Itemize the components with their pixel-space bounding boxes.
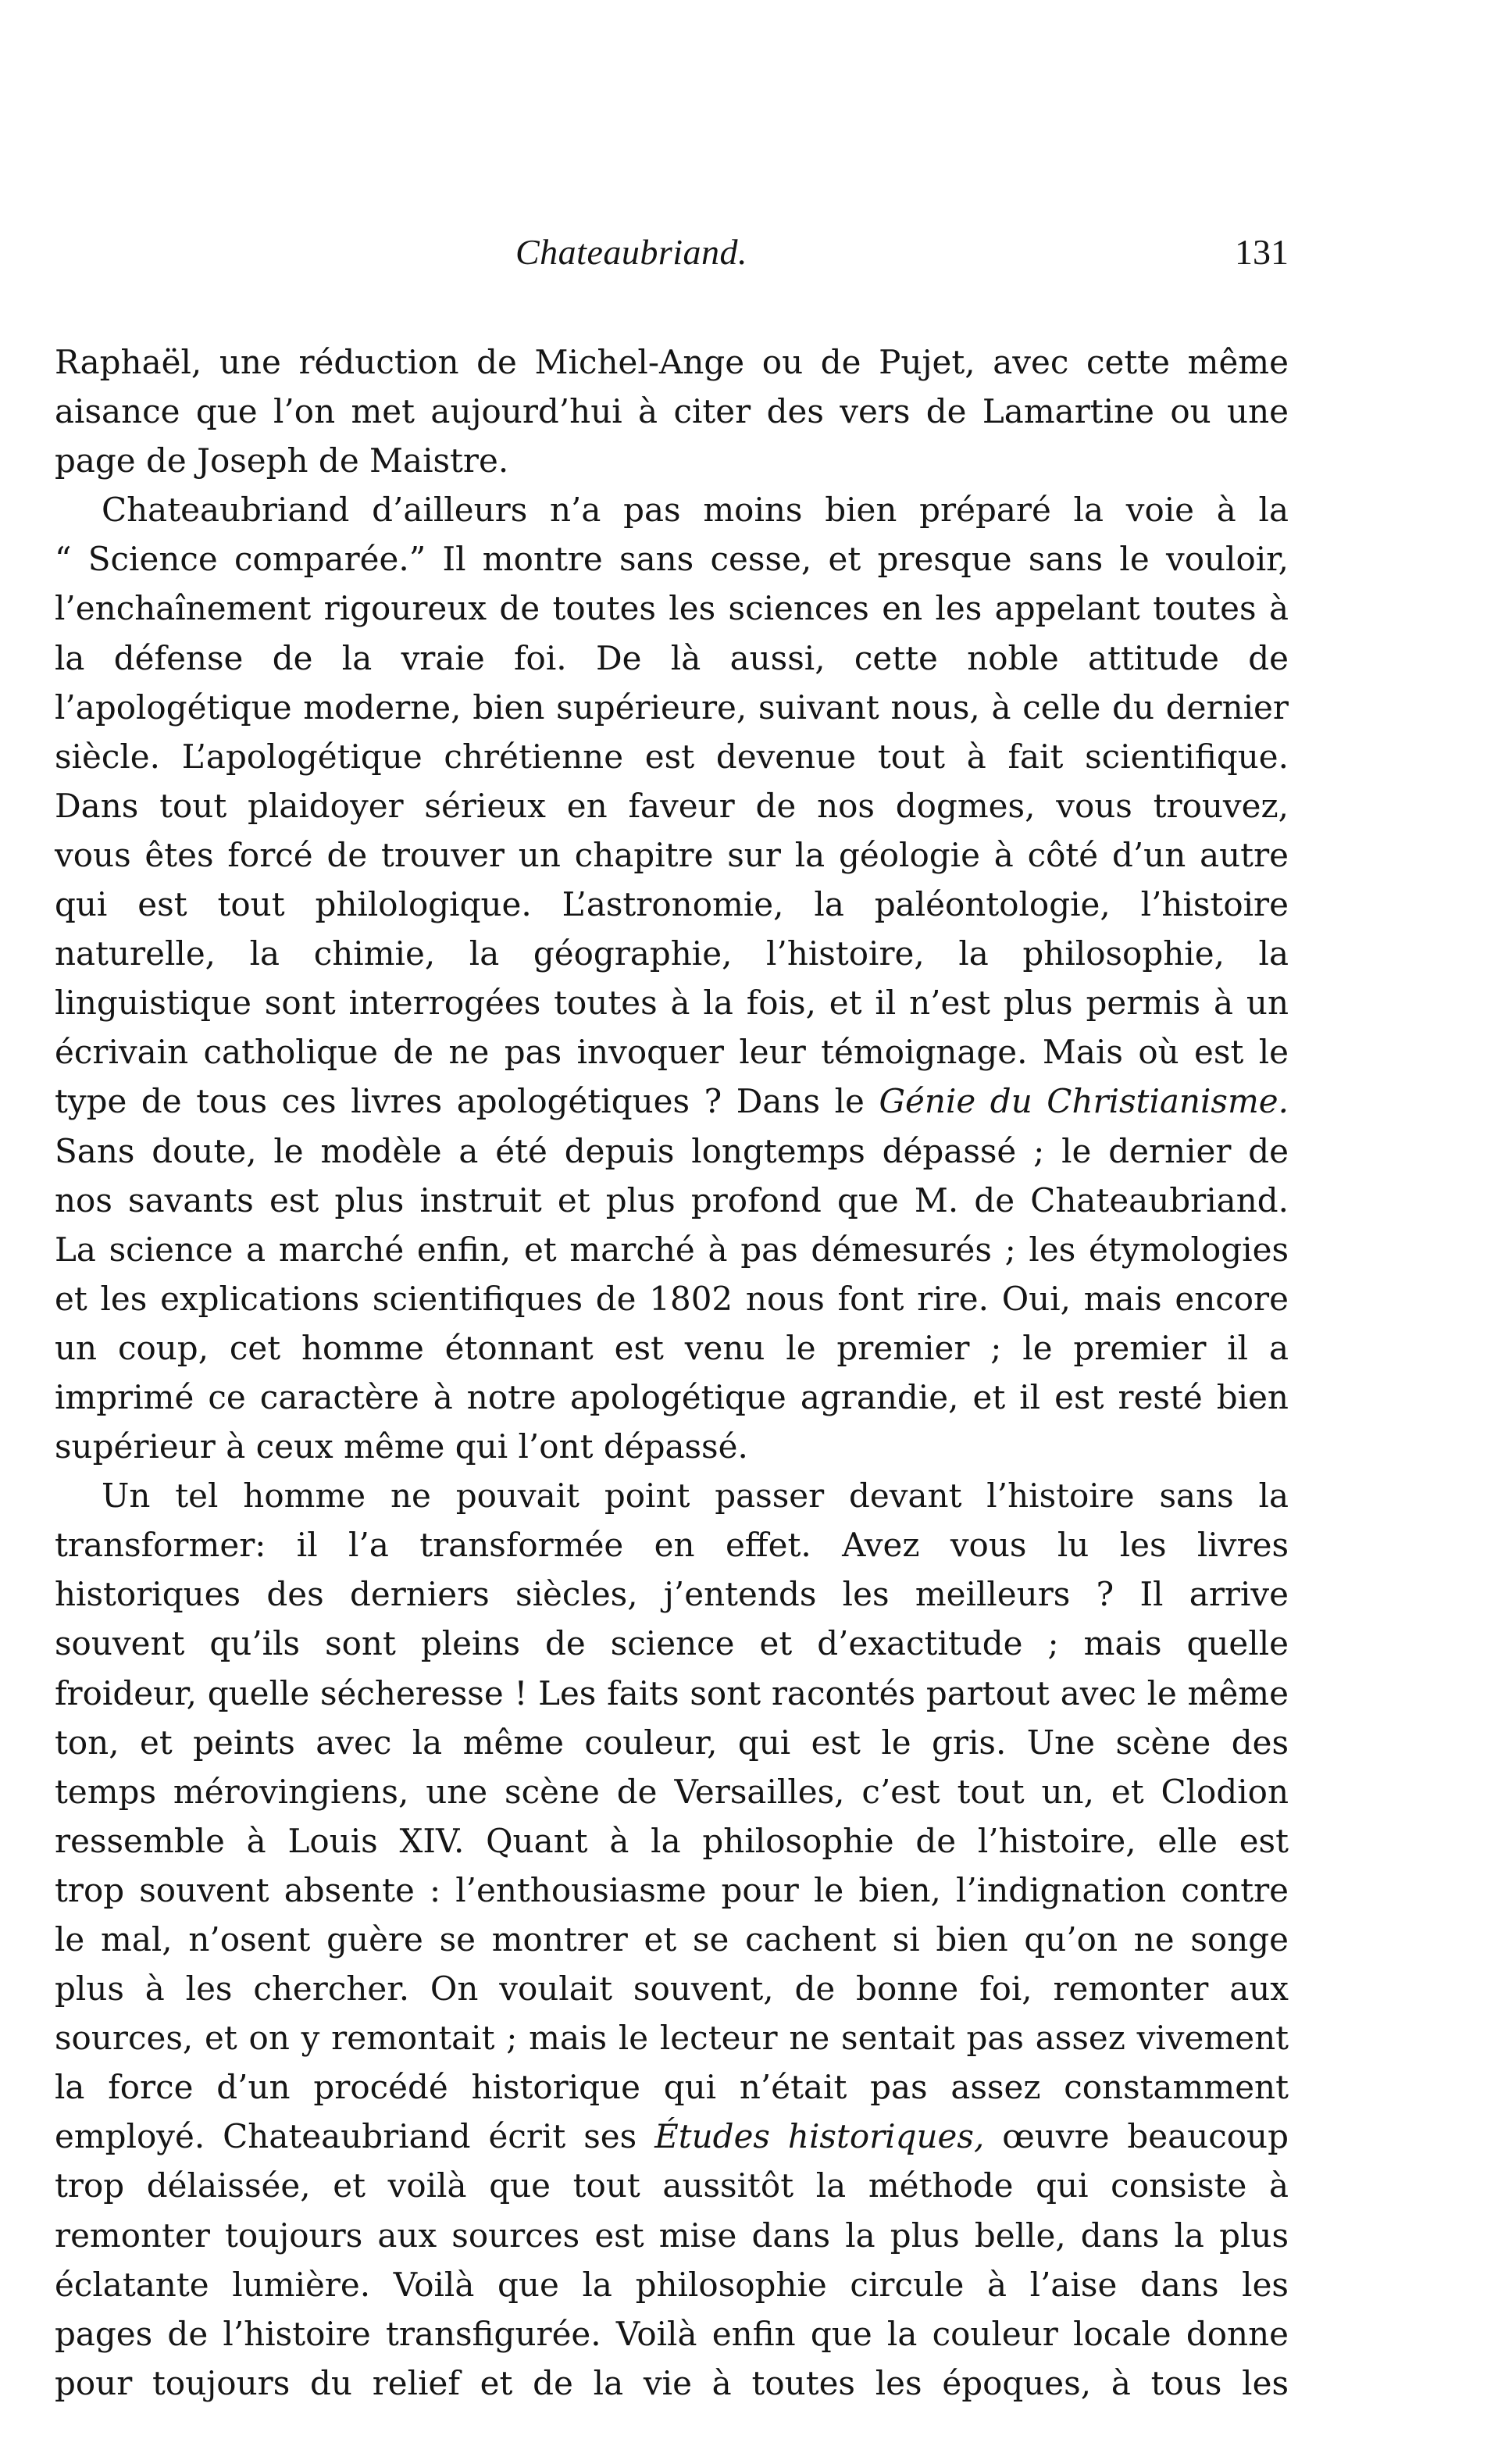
- text-run: Dans tout plaidoyer sérieux en faveur de nos dogmes, vous trouvez,: [55, 786, 1289, 825]
- text-run: linguistique sont interrogées toutes à la fois, et il n’est plus permis à un: [55, 984, 1289, 1023]
- page-number: 131: [1235, 232, 1289, 272]
- text-line: [55, 1471, 1289, 1520]
- text-line: [55, 1866, 1289, 1915]
- text-line: [55, 1027, 1289, 1077]
- text-line: [55, 2161, 1289, 2210]
- text-run: page de Joseph de Maistre.: [55, 441, 509, 480]
- text-run: l’apologétique moderne, bien supérieure, suivant nous, à celle du dernier: [55, 687, 1289, 727]
- text-line: [55, 1669, 1289, 1718]
- text-line: [55, 2260, 1289, 2309]
- text-line: [55, 1176, 1289, 1225]
- text-line: [55, 880, 1289, 929]
- text-run: Un tel homme ne pouvait point passer devant l’histoire sans la: [102, 1477, 1289, 1516]
- text-run: ressemble à Louis XIV. Quant à la philosophie de l’histoire, elle est: [55, 1821, 1289, 1860]
- text-run: sources, et on y remontait ; mais le lecteur ne sentait pas assez vivement: [55, 2019, 1289, 2058]
- text-run: et les explications scientifiques de 1802 nous font rire. Oui, mais encore: [55, 1279, 1289, 1318]
- text-line: [55, 1323, 1289, 1373]
- text-run: Sans doute, le modèle a été depuis longtemps dépassé ; le dernier de: [55, 1131, 1289, 1170]
- text-line: [55, 978, 1289, 1027]
- text-run: siècle. L’apologétique chrétienne est devenue tout à fait scientifique.: [55, 737, 1289, 776]
- text-line: [55, 436, 1289, 485]
- text-run: pages de l’histoire transfigurée. Voilà enfin que la couleur locale donne: [55, 2314, 1289, 2353]
- text-run: écrivain catholique de ne pas invoquer leur témoignage. Mais où est le: [55, 1033, 1289, 1072]
- text-run: employé. Chateaubriand écrit ses: [55, 2117, 655, 2156]
- text-run: ton, et peints avec la même couleur, qui est le gris. Une scène des: [55, 1723, 1289, 1762]
- text-line: [55, 1274, 1289, 1323]
- text-line: [55, 534, 1289, 584]
- text-run: pour toujours du relief et de la vie à toutes les époques, à tous les: [55, 2363, 1289, 2402]
- text-run: le mal, n’osent guère se montrer et se cachent si bien qu’on ne songe: [55, 1920, 1289, 1959]
- text-run: éclatante lumière. Voilà que la philosophie circule à l’aise dans les: [55, 2265, 1289, 2304]
- text-line: [55, 2062, 1289, 2112]
- text-run: supérieur à ceux même qui l’ont dépassé.: [55, 1427, 748, 1466]
- text-line: [55, 830, 1289, 880]
- text-run: remonter toujours aux sources est mise dans la plus belle, dans la plus: [55, 2216, 1289, 2255]
- text-line: [55, 1915, 1289, 1964]
- text-run: l’enchaînement rigoureux de toutes les sciences en les appelant toutes à: [55, 589, 1289, 628]
- text-line: [55, 1816, 1289, 1866]
- text-line: [55, 732, 1289, 781]
- text-line: [55, 337, 1289, 387]
- text-line: [55, 683, 1289, 732]
- text-run: temps mérovingiens, une scène de Versailles, c’est tout un, et Clodion: [55, 1772, 1289, 1811]
- text-line: [55, 1767, 1289, 1816]
- text-line: [55, 1718, 1289, 1767]
- text-line: [55, 1077, 1289, 1126]
- italic-title: Génie du Christianisme.: [879, 1082, 1289, 1121]
- text-line: [55, 584, 1289, 633]
- text-line: [55, 1373, 1289, 1422]
- text-run: qui est tout philologique. L’astronomie, la paléontologie, l’histoire: [55, 885, 1289, 924]
- text-run: naturelle, la chimie, la géographie, l’histoire, la philosophie, la: [55, 934, 1289, 973]
- text-line: [55, 1422, 1289, 1471]
- text-run: trop souvent absente : l’enthousiasme pour le bien, l’indignation contre: [55, 1870, 1289, 1909]
- text-run: un coup, cet homme étonnant est venu le premier ; le premier il a: [55, 1328, 1289, 1367]
- text-run: imprimé ce caractère à notre apologétique agrandie, et il est resté bien: [55, 1377, 1289, 1416]
- text-line: [55, 1127, 1289, 1176]
- text-line: [55, 485, 1289, 534]
- text-line: [55, 1964, 1289, 2013]
- text-run: aisance que l’on met aujourd’hui à citer des vers de Lamartine ou une: [55, 392, 1289, 431]
- text-line: [55, 634, 1289, 683]
- text-run: œuvre beaucoup: [984, 2117, 1289, 2156]
- italic-title: Études historiques,: [654, 2117, 985, 2156]
- text-run: trop délaissée, et voilà que tout aussitôt la méthode qui consiste à: [55, 2166, 1289, 2205]
- text-line: [55, 929, 1289, 978]
- running-title: Chateaubriand.: [515, 232, 748, 272]
- text-run: Chateaubriand d’ailleurs n’a pas moins bien préparé la voie à la: [102, 491, 1289, 530]
- text-line: [55, 2112, 1289, 2161]
- text-run: la force d’un procédé historique qui n’était pas assez constamment: [55, 2068, 1289, 2107]
- text-line: [55, 1569, 1289, 1619]
- body-text: [55, 337, 1289, 2408]
- text-run: historiques des derniers siècles, j’entends les meilleurs ? Il arrive: [55, 1575, 1289, 1614]
- text-line: [55, 387, 1289, 436]
- text-run: froideur, quelle sécheresse ! Les faits sont racontés partout avec le même: [55, 1673, 1289, 1712]
- text-line: [55, 781, 1289, 830]
- text-line: [55, 2359, 1289, 2408]
- text-run: “ Science comparée.” Il montre sans cesse, et presque sans le vouloir,: [55, 540, 1289, 579]
- text-run: nos savants est plus instruit et plus profond que M. de Chateaubriand.: [55, 1180, 1289, 1220]
- text-run: Raphaël, une réduction de Michel-Ange ou de Pujet, avec cette même: [55, 343, 1289, 381]
- text-run: souvent qu’ils sont pleins de science et d’exactitude ; mais quelle: [55, 1624, 1289, 1663]
- text-line: [55, 2309, 1289, 2359]
- running-head: [55, 231, 1289, 294]
- text-run: vous êtes forcé de trouver un chapitre sur la géologie à côté d’un autre: [55, 835, 1289, 874]
- text-line: [55, 2013, 1289, 2062]
- text-run: la défense de la vraie foi. De là aussi, cette noble attitude de: [55, 638, 1289, 677]
- text-line: [55, 2211, 1289, 2260]
- text-run: type de tous ces livres apologétiques ? Dans le: [55, 1082, 879, 1121]
- text-run: plus à les chercher. On voulait souvent, de bonne foi, remonter aux: [55, 1969, 1289, 2009]
- text-line: [55, 1520, 1289, 1569]
- text-run: transformer: il l’a transformée en effet. Avez vous lu les livres: [55, 1526, 1289, 1565]
- text-line: [55, 1225, 1289, 1274]
- text-line: [55, 1619, 1289, 1668]
- text-run: La science a marché enfin, et marché à pas démesurés ; les étymologies: [55, 1230, 1289, 1269]
